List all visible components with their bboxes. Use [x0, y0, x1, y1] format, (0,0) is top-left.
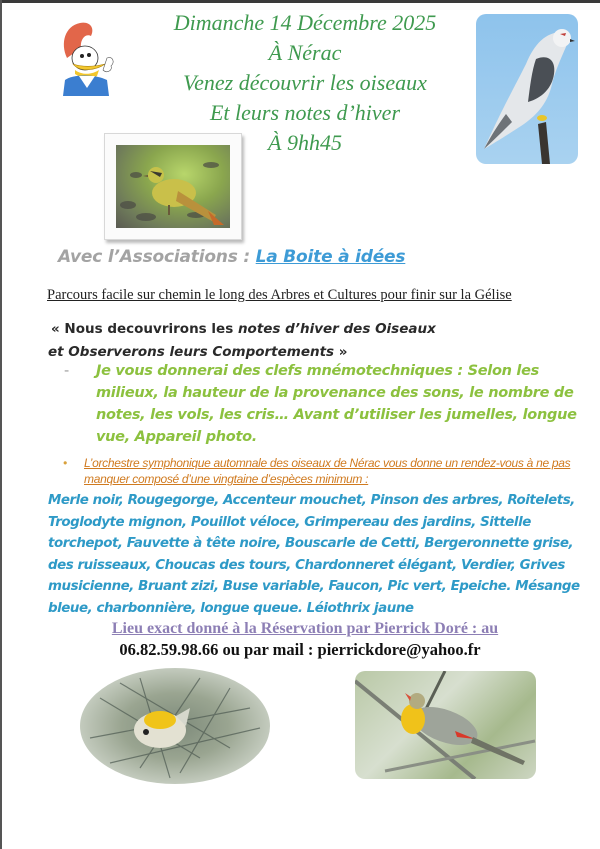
title-time: À 9hh45: [268, 130, 342, 155]
goldcrest-photo: [80, 668, 270, 784]
quote-italic-1: notes d’hiver des Oiseaux: [237, 321, 436, 337]
orchestra-item: [63, 455, 583, 487]
bullet-dot-icon: •: [63, 456, 67, 470]
location-notice: Lieu exact donné à la Réservation par Pierrick Doré : au: [111, 620, 499, 637]
mnemonic-keys-text: Je vous donnerai des clefs mnémotechniques : Selon les milieux, la hauteur de la provenance des sons, le nombre de notes, les vols, les cris… Avant d’utiliser les jumelles, longue vue, Appareil photo.: [96, 363, 577, 445]
dash-bullet: -: [64, 363, 69, 379]
mnemonic-keys-item: [64, 360, 590, 448]
quote-italic-2: et Observerons leurs Comportements: [48, 344, 335, 360]
quote-close: »: [334, 344, 348, 360]
scan-left-border: [0, 0, 2, 849]
association-link[interactable]: La Boite à idées: [255, 247, 406, 267]
title-place: À Nérac: [268, 40, 342, 65]
title-invite: Venez découvrir les oiseaux: [183, 70, 427, 95]
association-prefix: Avec l’Associations :: [58, 247, 256, 267]
quote-open: « Nous decouvrirons les: [51, 321, 238, 337]
cirl-bunting-photo: [116, 145, 230, 228]
title-date: Dimanche 14 Décembre 2025: [173, 10, 437, 35]
contact-details: 06.82.59.98.66 ou par mail : pierrickdore@yahoo.fr: [119, 640, 481, 659]
orchestra-text: L’orchestre symphonique automnale des oiseaux de Nérac vous donne un rendez-vous à ne pas manquer composé d’une vingtaine d’espèces minimum :: [84, 456, 571, 486]
species-list: Merle noir, Rougegorge, Accenteur mouchet, Pinson des arbres, Roitelets, Troglodyte mignon, Pouillot véloce, Grimpereau des jardins, Sittelle torchepot, Fauvette à tête noire, Bouscarle de Cetti, Bergeronnette grise, des ruisseaux, Choucas des tours, Chardonneret élégant, Verdier, Grives musicienne, Bruant zizi, Buse variable, Faucon, Pic vert, Epeiche. Mésange bleue, charbonnière, longue queue. Léiothrix jaune: [48, 493, 580, 616]
route-description: Parcours facile sur chemin le long des Arbres et Cultures pour finir sur la Gélise: [47, 287, 512, 303]
association-line: [58, 247, 405, 267]
woodpecker-cartoon-image: [55, 18, 125, 98]
scan-top-border: [0, 0, 600, 3]
black-winged-kite-photo: [476, 14, 578, 164]
title-subject: Et leurs notes d’hiver: [209, 100, 401, 125]
cirl-bunting-photo-frame: [104, 133, 242, 240]
quote-block: [48, 318, 568, 364]
red-billed-leiothrix-photo: [355, 671, 536, 779]
